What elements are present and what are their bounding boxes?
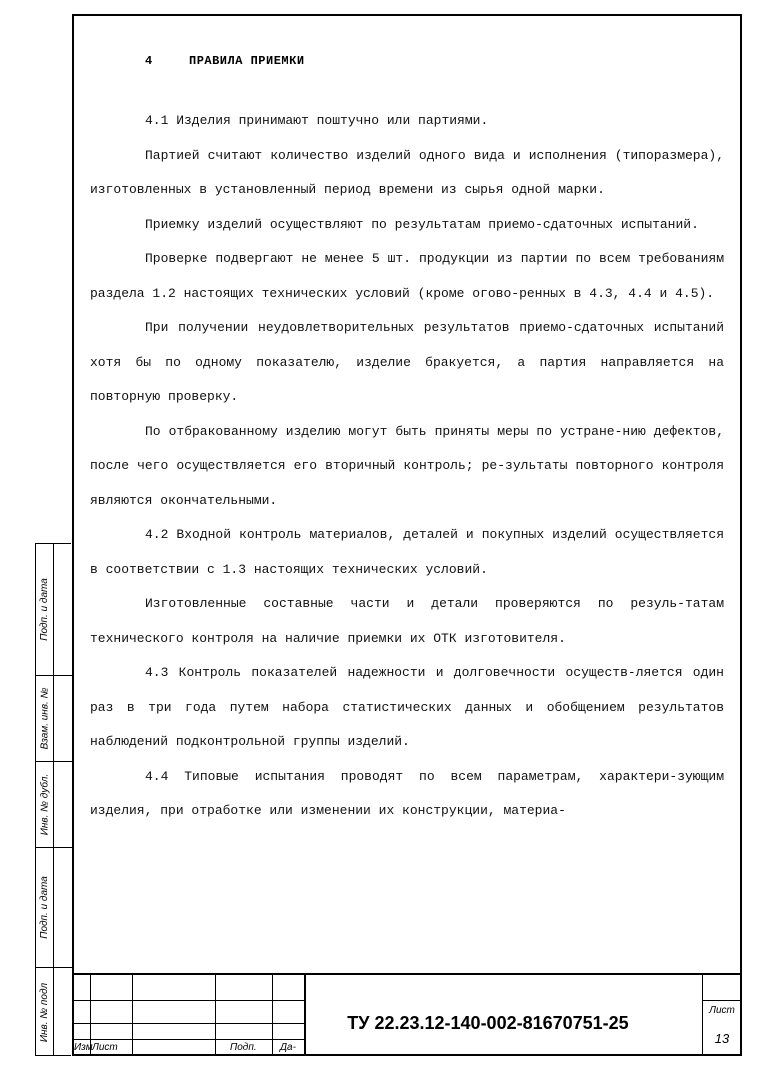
paragraph: 4.3 Контроль показателей надежности и долговечности осуществ-ляется один раз в три года путем набора статистических данных и обобщением результатов наблюдений подконтрольной группы изделий. <box>90 665 724 749</box>
document-body <box>90 104 724 829</box>
paragraph: 4.1 Изделия принимают поштучно или партиями. <box>145 113 489 128</box>
stamp-izm-label: Изм <box>74 1042 93 1053</box>
paragraph: При получении неудовлетворительных результатов приемо-сдаточных испытаний хотя бы по одному показателю, изделие бракуется, а партия направляется на повторную проверку. <box>90 320 724 404</box>
side-field-orig-inv <box>36 967 72 1057</box>
title-block <box>72 973 742 1056</box>
paragraph: Проверке подвергают не менее 5 шт. продукции из партии по всем требованиям раздела 1.2 настоящих технических условий (кроме огово-ренных в 4.3, 4.4 и 4.5). <box>90 251 724 301</box>
side-field-label: Подп. и дата <box>39 875 51 939</box>
paragraph: 4.4 Типовые испытания проводят по всем параметрам, характери-зующим изделия, при отработке или изменении их конструкции, материа- <box>90 768 724 818</box>
paragraph: Изготовленные составные части и детали проверяются по резуль-татам технического контроля на наличие приемки их ОТК изготовителя. <box>90 596 724 646</box>
side-stamp <box>35 543 71 1056</box>
section-number: 4 <box>145 54 153 68</box>
side-field-sign-date-1 <box>36 544 72 675</box>
side-field-label: Подп. и дата <box>39 578 51 641</box>
stamp-date-label: Да- <box>280 1042 296 1053</box>
stamp-top-line <box>72 973 742 975</box>
stamp-row-line <box>72 1039 304 1040</box>
stamp-row-line <box>72 1000 304 1001</box>
side-field-sign-date-2 <box>36 847 72 967</box>
stamp-sheet-line <box>702 1000 742 1001</box>
side-field-label: Взам. инв. № <box>39 687 51 749</box>
side-field-dup-inv <box>36 761 72 847</box>
stamp-col-line <box>215 973 216 1056</box>
stamp-col-line <box>272 973 273 1056</box>
section-heading <box>145 54 305 68</box>
stamp-list-label: Лист <box>92 1042 118 1053</box>
paragraph: По отбракованному изделию могут быть приняты меры по устране-нию дефектов, после чего осуществляется его вторичный контроль; ре-зультаты повторного контроля являются окончательными. <box>90 423 724 508</box>
stamp-row-line <box>72 1023 304 1024</box>
paragraph: Приемку изделий осуществляют по результатам приемо-сдаточных испытаний. <box>145 216 699 232</box>
paragraph: Партией считают количество изделий одного вида и исполнения (типоразмера), изготовленных в установленный период времени из сырья одной марки. <box>90 147 724 197</box>
side-field-label: Инв. № дубл. <box>39 773 50 835</box>
stamp-col-line <box>132 973 133 1056</box>
document-code: ТУ 22.23.12-140-002-81670751-25 <box>347 1013 629 1033</box>
section-title: ПРАВИЛА ПРИЕМКИ <box>189 54 305 68</box>
side-field-label: Инв. № подл <box>39 982 50 1042</box>
sheet-label: Лист <box>709 1005 735 1016</box>
paragraph: 4.2 Входной контроль материалов, деталей и покупных изделий осуществляется в соответствии с 1.3 настоящих технических условий. <box>90 527 724 577</box>
sheet-number: 13 <box>714 1031 730 1046</box>
stamp-sign-label: Подп. <box>230 1042 257 1053</box>
side-field-replace-inv <box>36 675 72 761</box>
